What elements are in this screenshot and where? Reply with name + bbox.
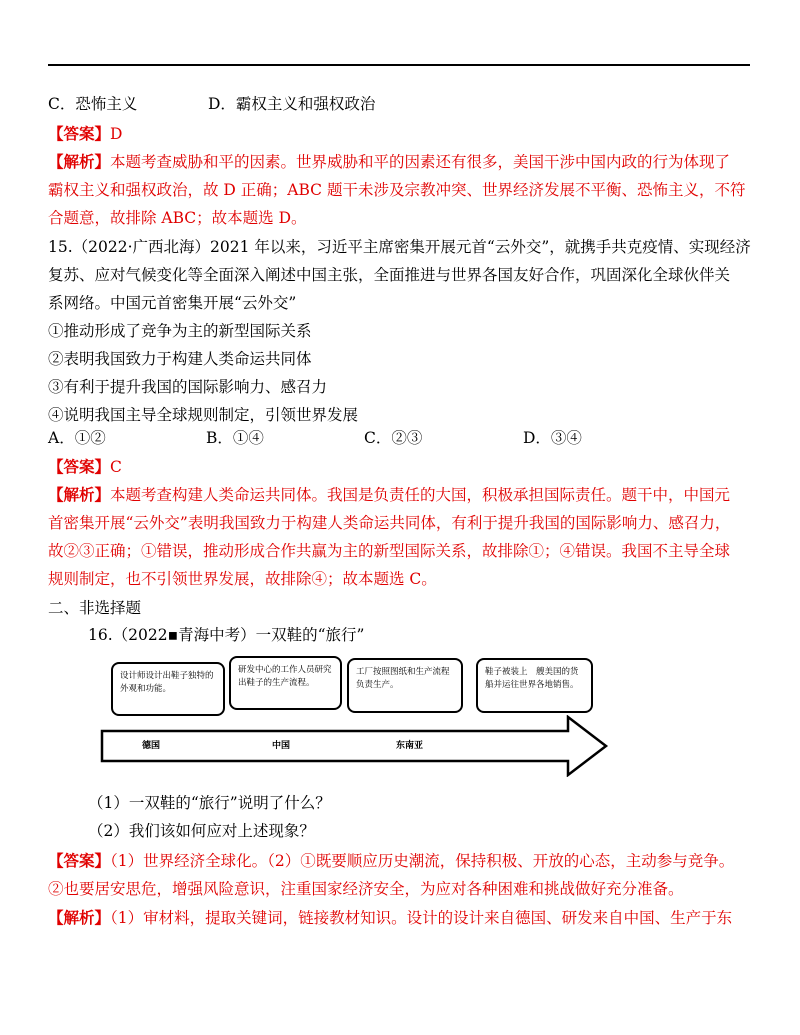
q14-analysis-line1 [48, 152, 730, 172]
q15-option-d: D．③④ [523, 429, 582, 447]
arrow-label-china: 中国 [272, 741, 291, 751]
analysis-text: 本题考查威胁和平的因素。世界威胁和平的因素还有很多，美国干涉中国内政的行为体现了 [110, 153, 731, 171]
q14-option-c: C．恐怖主义 [48, 95, 138, 113]
q15-item-1: ①推动形成了竞争为主的新型国际关系 [48, 322, 312, 340]
answer-tag: 【答案】 [48, 851, 111, 870]
q15-option-b: B．①④ [206, 429, 264, 447]
answer-tag: 【答案】 [48, 457, 111, 476]
analysis-text: 本题考查构建人类命运共同体。我国是负责任的大国，积极承担国际责任。题干中，中国元 [110, 486, 731, 504]
q15-answer [48, 457, 122, 477]
header-rule [48, 64, 750, 66]
q14-analysis-line3: 合题意，故排除 ABC；故本题选 D。 [48, 209, 307, 227]
q15-stem-line1: 15.（2022·广西北海）2021 年以来，习近平主席密集开展元首“云外交”，就携手共克疫情、实现经济 [48, 238, 751, 256]
q16-title: 16.（2022▪青海中考）一双鞋的“旅行” [88, 626, 365, 644]
q16-sub-question-2: （2）我们该如何应对上述现象？ [88, 822, 315, 840]
q15-stem-line2: 复苏、应对气候变化等全面深入阐述中国主张，全面推进与世界各国友好合作，巩固深化全球伙伴关 [48, 266, 731, 284]
q15-option-c: C．②③ [364, 429, 423, 447]
flow-arrow [100, 715, 610, 777]
answer-tag: 【答案】 [48, 124, 111, 143]
analysis-tag: 【解析】 [48, 485, 111, 504]
q15-item-4: ④说明我国主导全球规则制定，引领世界发展 [48, 406, 359, 424]
q16-answer-line1 [48, 851, 734, 871]
section-heading: 二、非选择题 [48, 599, 142, 617]
flow-box-production: 工厂按照图纸和生产流程负责生产。 [347, 658, 463, 713]
q16-analysis-line1 [48, 908, 732, 928]
answer-text: （1）世界经济全球化。（2）①既要顺应历史潮流，保持积极、开放的心态，主动参与竞争。 [110, 852, 735, 870]
q15-analysis-line3: 故②③正确；①错误，推动形成合作共赢为主的新型国际关系，故排除①；④错误。我国不主导全球 [48, 542, 731, 560]
flow-box-research: 研发中心的工作人员研究出鞋子的生产流程。 [229, 656, 342, 710]
q15-item-2: ②表明我国致力于构建人类命运共同体 [48, 350, 312, 368]
q16-answer-line2: ②也要居安思危，增强风险意识，注重国家经济安全，为应对各种困难和挑战做好充分准备。 [48, 880, 684, 898]
flow-box-shipping: 鞋子被装上 艘美国的货船并运往世界各地销售。 [476, 658, 593, 713]
q15-analysis-line4: 规则制定，也不引领世界发展，故排除④；故本题选 C。 [48, 570, 437, 588]
analysis-tag: 【解析】 [48, 152, 111, 171]
analysis-tag: 【解析】 [48, 908, 111, 927]
answer-value: D [110, 125, 123, 143]
q15-option-a: A．①② [48, 429, 106, 447]
answer-value: C [110, 458, 122, 476]
q14-option-d: D．霸权主义和强权政治 [208, 95, 376, 113]
arrow-label-southeast-asia: 东南亚 [396, 741, 424, 751]
q14-answer [48, 124, 122, 144]
arrow-label-germany: 德国 [142, 741, 161, 751]
q15-item-3: ③有利于提升我国的国际影响力、感召力 [48, 378, 328, 396]
q15-analysis-line1 [48, 485, 730, 505]
q16-sub-question-1: （1）一双鞋的“旅行”说明了什么？ [88, 794, 331, 812]
q15-analysis-line2: 首密集开展“云外交”表明我国致力于构建人类命运共同体，有利于提升我国的国际影响力、感召力， [48, 514, 731, 532]
q14-analysis-line2: 霸权主义和强权政治，故 D 正确；ABC 题干未涉及宗教冲突、世界经济发展不平衡、恐怖主义，不符 [48, 181, 746, 199]
flow-box-design: 设计师设计出鞋子独特的外观和功能。 [111, 662, 225, 716]
analysis-text: （1）审材料，提取关键词，链接教材知识。设计的设计来自德国、研发来自中国、生产于东 [110, 909, 733, 927]
q15-stem-line3: 系网络。中国元首密集开展“云外交” [48, 294, 297, 312]
